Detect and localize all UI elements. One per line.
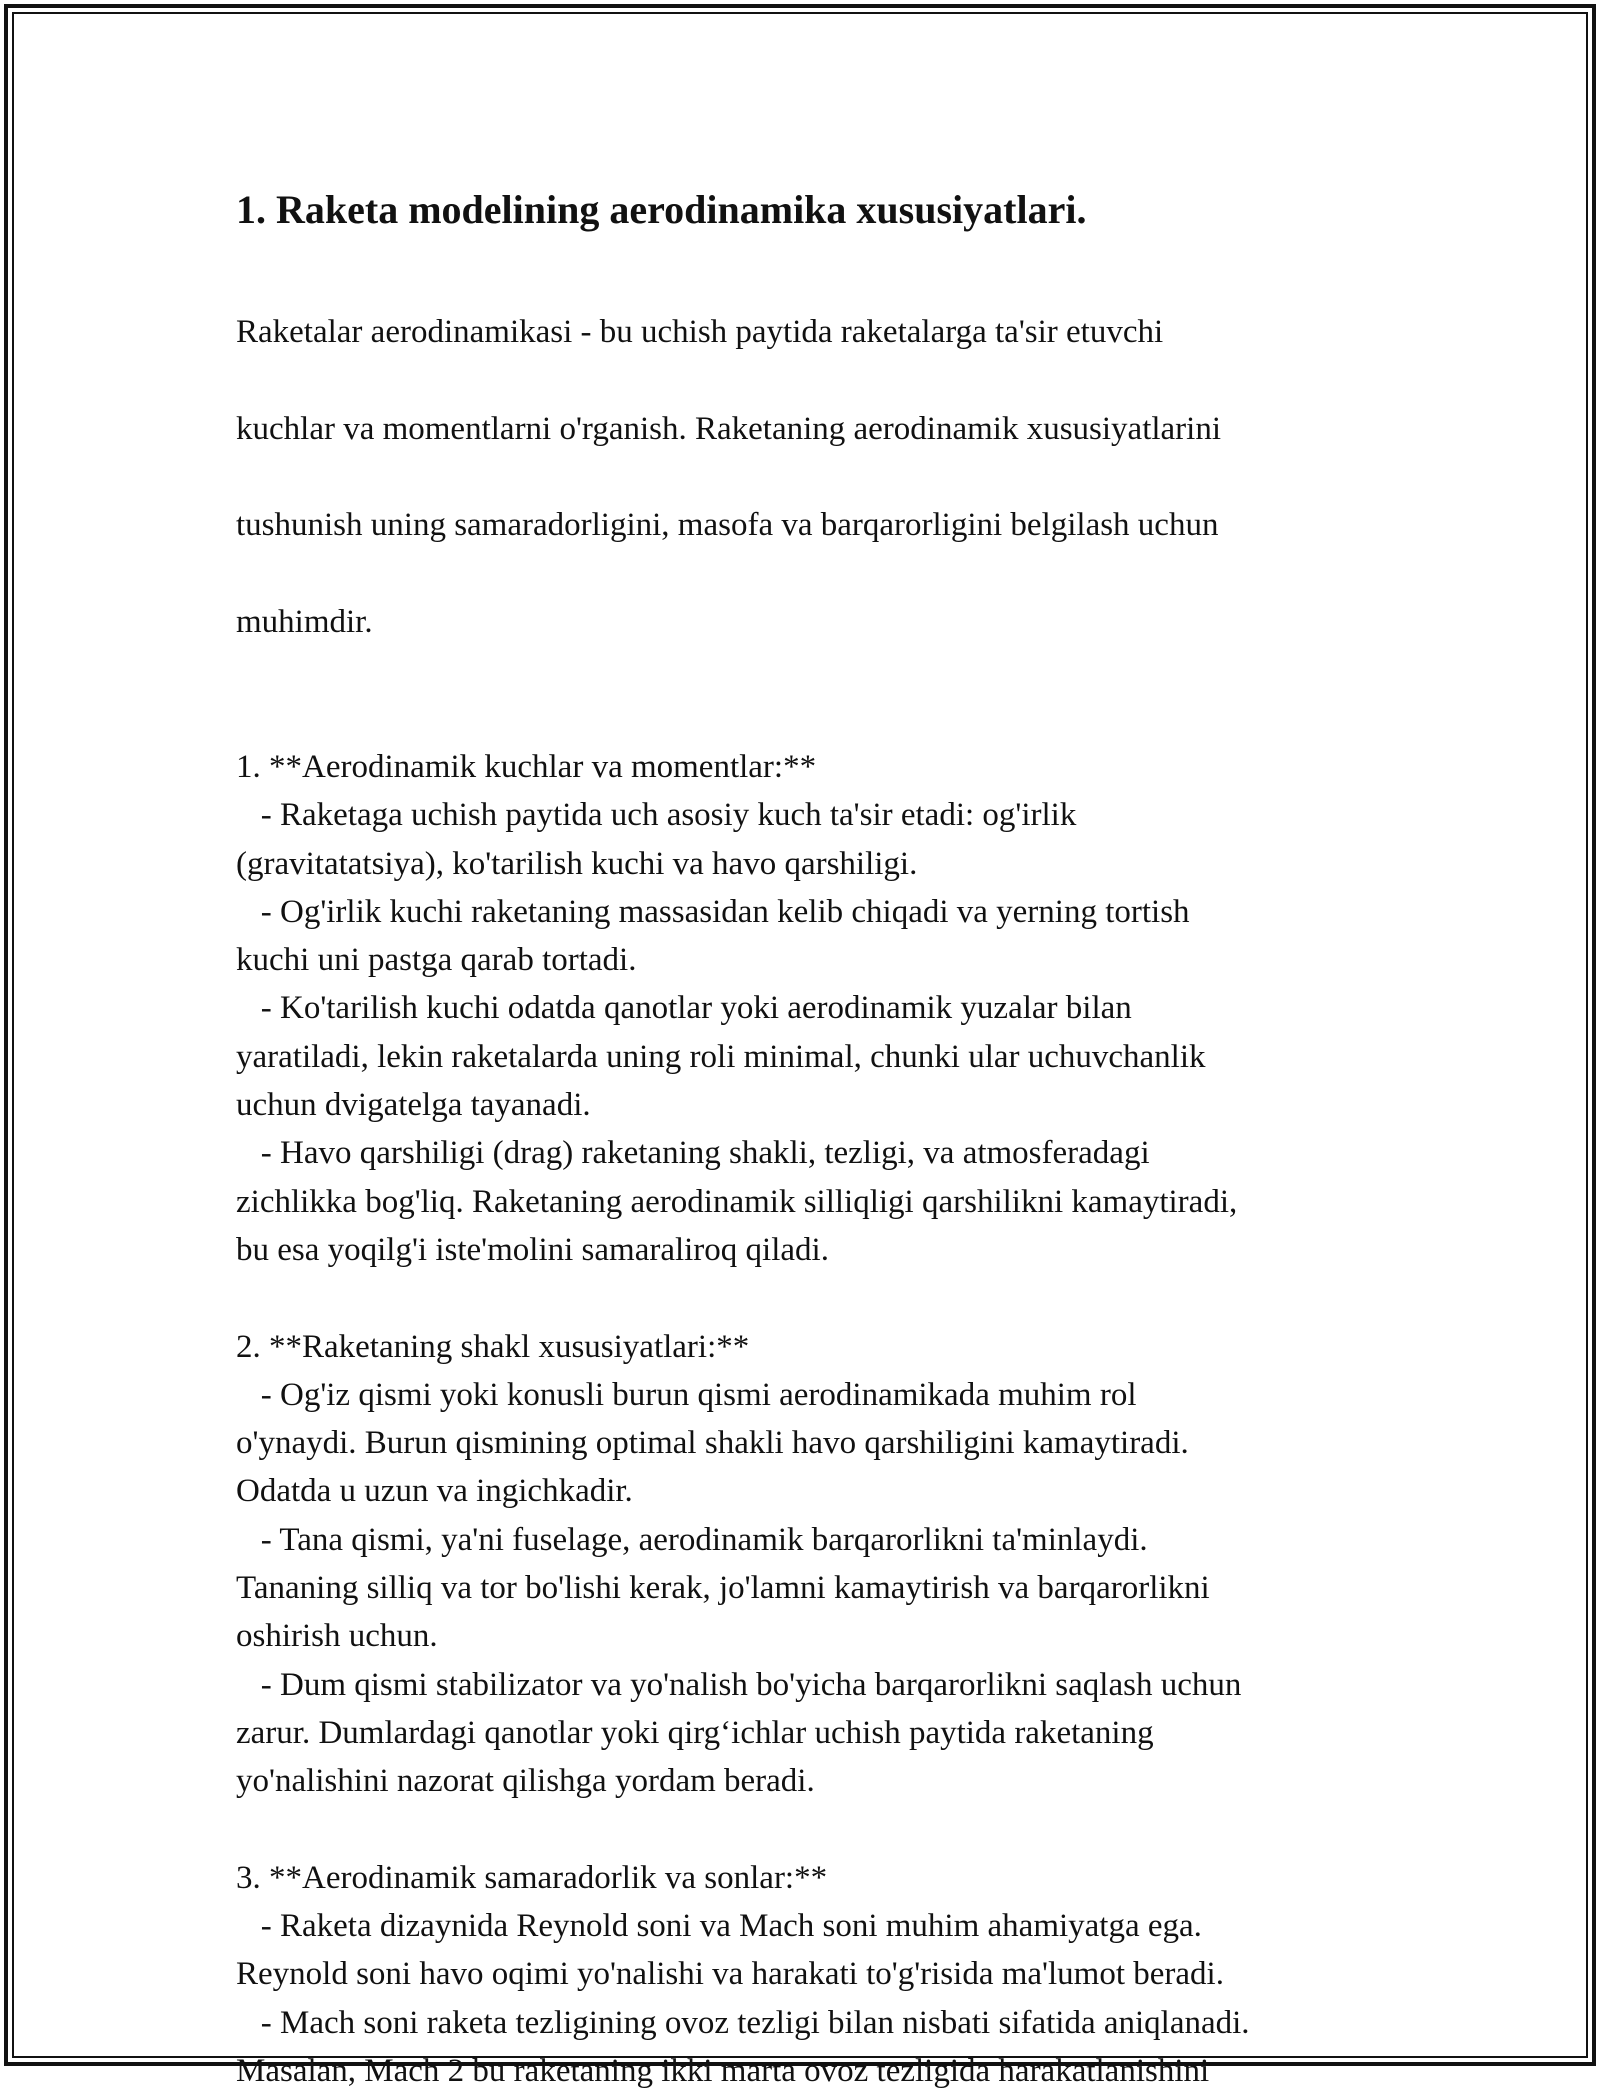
paragraph-gap — [236, 1806, 1386, 1854]
section-line: - Raketa dizaynida Reynold soni va Mach soni muhim ahamiyatga ega. — [236, 1908, 1202, 1945]
section-line: - Og'iz qismi yoki konusli burun qismi aerodinamikada muhim rol — [236, 1376, 1137, 1413]
intro-line: Raketalar aerodinamikasi - bu uchish paytida raketalarga ta'sir etuvchi — [236, 314, 1164, 351]
intro-paragraph — [236, 260, 1386, 695]
section-line: yaratiladi, lekin raketalarda uning roli minimal, chunki ular uchuvchanlik — [236, 1038, 1206, 1075]
section-line: - Ko'tarilish kuchi odatda qanotlar yoki aerodinamik yuzalar bilan — [236, 990, 1132, 1027]
intro-line: kuchlar va momentlarni o'rganish. Raketaning aerodinamik xususiyatlarini — [236, 410, 1222, 447]
section-line: uchun dvigatelga tayanadi. — [236, 1087, 591, 1124]
section-line: Reynold soni havo oqimi yo'nalishi va harakati to'g'risida ma'lumot beradi. — [236, 1956, 1224, 1993]
section-line: - Og'irlik kuchi raketaning massasidan kelib chiqadi va yerning tortish — [236, 893, 1190, 930]
section-line: - Dum qismi stabilizator va yo'nalish bo'yicha barqarorlikni saqlash uchun — [236, 1666, 1242, 1703]
section-shape-properties — [236, 1323, 1386, 1806]
section-line: Odatda u uzun va ingichkadir. — [236, 1473, 633, 1510]
section-line: o'ynaydi. Burun qismining optimal shakli havo qarshiligini kamaytiradi. — [236, 1425, 1189, 1462]
section-aerodynamic-forces — [236, 743, 1386, 1274]
section-line: bu esa yoqilg'i iste'molini samaraliroq qiladi. — [236, 1231, 829, 1268]
section-heading: 3. **Aerodinamik samaradorlik va sonlar:** — [236, 1859, 828, 1896]
section-heading: 1. **Aerodinamik kuchlar va momentlar:** — [236, 748, 817, 785]
section-line: - Raketaga uchish paytida uch asosiy kuch ta'sir etadi: og'irlik — [236, 797, 1077, 834]
section-line: zarur. Dumlardagi qanotlar yoki qirg‘ichlar uchish paytida raketaning — [236, 1714, 1154, 1751]
section-line: Masalan, Mach 2 bu raketaning ikki marta ovoz tezligida harakatlanishini — [236, 2052, 1210, 2089]
section-line: - Tana qismi, ya'ni fuselage, aerodinamik barqarorlikni ta'minlaydi. — [236, 1521, 1148, 1558]
intro-line: muhimdir. — [236, 604, 373, 641]
section-line: yo'nalishini nazorat qilishga yordam beradi. — [236, 1763, 815, 1800]
section-efficiency-numbers — [236, 1854, 1386, 2095]
paragraph-gap — [236, 695, 1386, 743]
section-line: (gravitatatsiya), ko'tarilish kuchi va havo qarshiligi. — [236, 845, 918, 882]
paragraph-gap — [236, 1274, 1386, 1322]
intro-line: tushunish uning samaradorligini, masofa va barqarorligini belgilash uchun — [236, 507, 1219, 544]
section-line: - Havo qarshiligi (drag) raketaning shakli, tezligi, va atmosferadagi — [236, 1135, 1150, 1172]
document-body — [236, 182, 1386, 2095]
section-line: - Mach soni raketa tezligining ovoz tezligi bilan nisbati sifatida aniqlanadi. — [236, 2004, 1250, 2041]
section-line: oshirish uchun. — [236, 1618, 438, 1655]
section-line: Tananing silliq va tor bo'lishi kerak, jo'lamni kamaytirish va barqarorlikni — [236, 1570, 1210, 1607]
document-title: 1. Raketa modelining aerodinamika xususiyatlari. — [236, 187, 1087, 232]
section-line: kuchi uni pastga qarab tortadi. — [236, 942, 637, 979]
section-line: zichlikka bog'liq. Raketaning aerodinamik silliqligi qarshilikni kamaytiradi, — [236, 1183, 1238, 1220]
section-heading: 2. **Raketaning shakl xususiyatlari:** — [236, 1328, 750, 1365]
